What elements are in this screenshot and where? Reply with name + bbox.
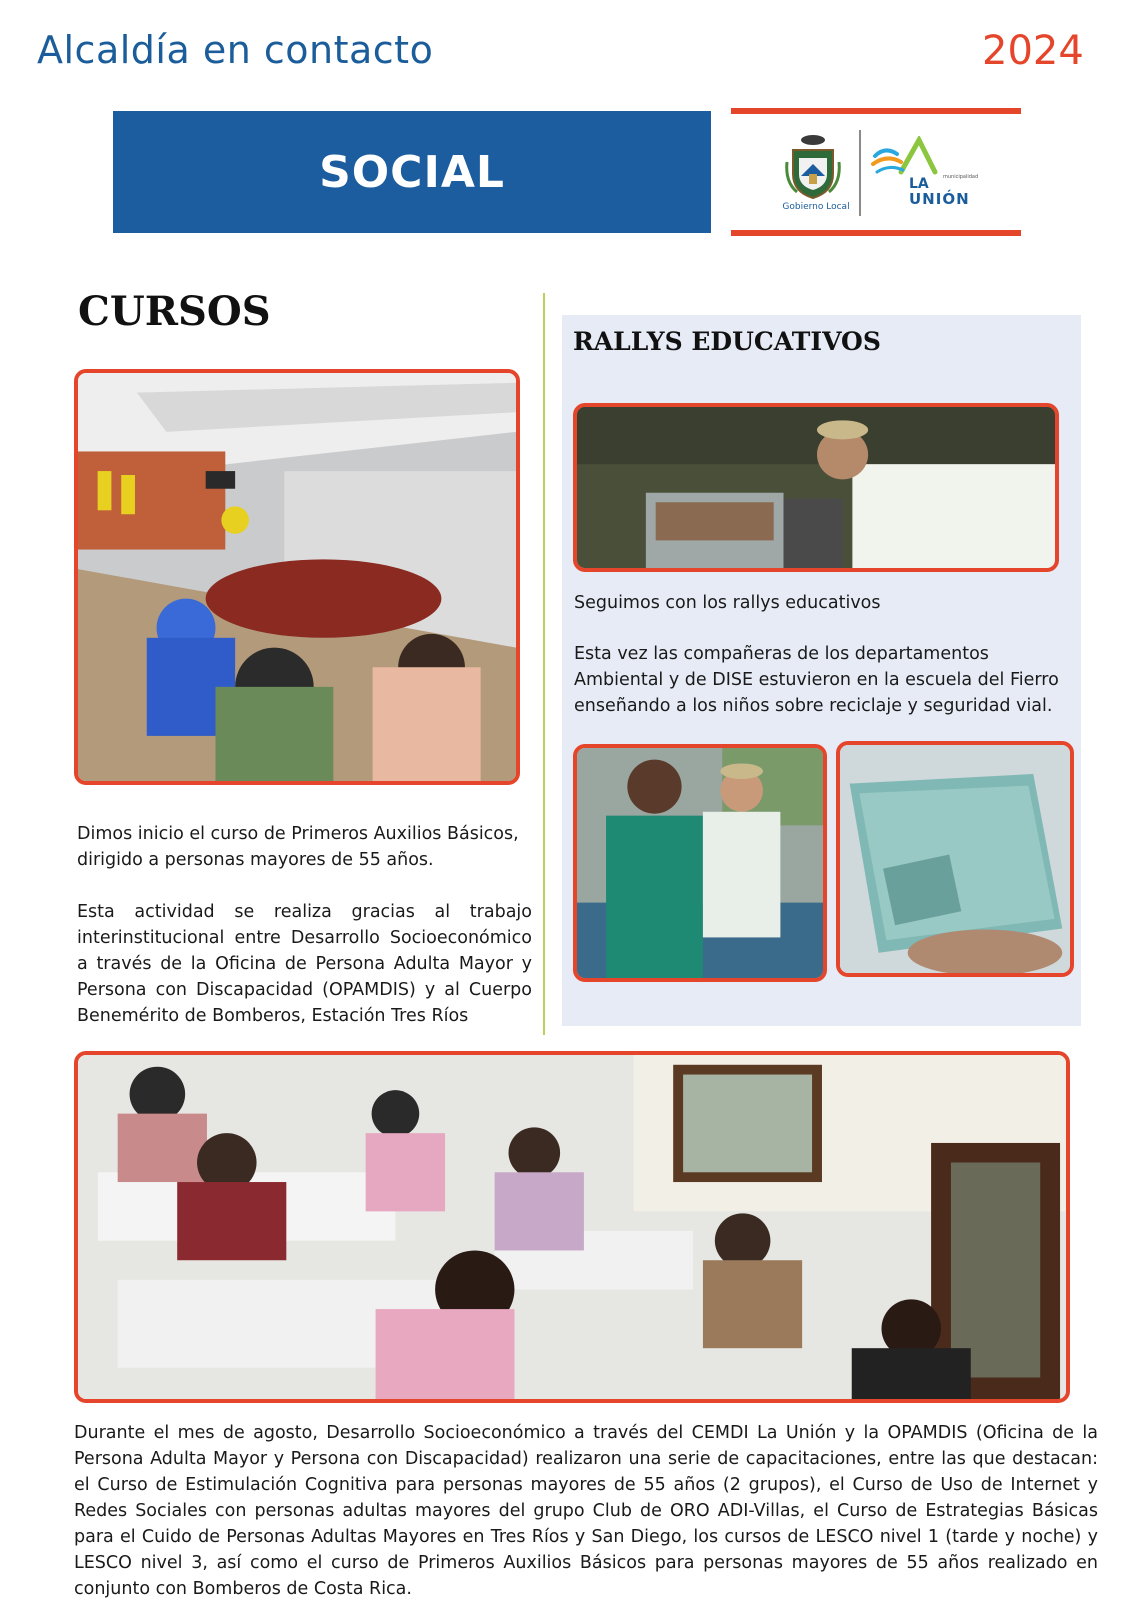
brand-name: UNIÓN [909, 190, 970, 208]
brand-sub: municipalidad [943, 174, 979, 180]
cursos-paragraph-1-text: Dimos inicio el curso de Primeros Auxilios Básicos, dirigido a personas mayores de 55 años. [77, 824, 519, 870]
crest-label: Gobierno Local [782, 202, 850, 212]
rallys-paragraph-2-text: Esta vez las compañeras de los departamentos Ambiental y de DISE estuvieron en la escuela del Fierro enseñando a los niños sobre reciclaje y seguridad vial. [574, 644, 1059, 716]
section-banner-label: SOCIAL [319, 146, 505, 198]
rallys-paragraph-2 [574, 641, 1074, 719]
rallys-heading: RALLYS EDUCATIVOS [573, 327, 881, 356]
logo-box [731, 108, 1021, 236]
section-banner [113, 111, 711, 233]
cursos-heading: CURSOS [78, 288, 271, 335]
publication-title: Alcaldía en contacto [37, 28, 434, 72]
rally-booklet-photo [836, 741, 1074, 977]
cursos-paragraph-2 [77, 899, 532, 1029]
bottom-paragraph [74, 1420, 1098, 1602]
column-divider [543, 293, 545, 1035]
rallys-paragraph-1-text: Seguimos con los rallys educativos [574, 593, 881, 613]
first-aid-course-photo [74, 369, 520, 785]
logo-divider [859, 130, 861, 216]
publication-year: 2024 [982, 28, 1084, 74]
rallys-paragraph-1 [574, 590, 1074, 616]
rally-recycling-photo [573, 403, 1059, 572]
training-classroom-photo [74, 1051, 1070, 1403]
brand-la: LA [909, 176, 929, 192]
cursos-paragraph-1 [77, 821, 532, 873]
cursos-paragraph-2-text: Esta actividad se realiza gracias al trabajo interinstitucional entre Desarrollo Socioeconómico a través de la Oficina de Persona Adulta Mayor y Persona con Discapacidad (OPAMDIS) y al Cuerpo Benemérito de Bomberos, Estación Tres Ríos [77, 902, 532, 1026]
bottom-paragraph-text: Durante el mes de agosto, Desarrollo Socioeconómico a través del CEMDI La Unión y la OPAMDIS (Oficina de la Persona Adulta Mayor y Persona con Discapacidad) realizaron una serie de capacitaciones, entre las que destacan: el Curso de Estimulación Cognitiva para personas mayores de 55 años (2 grupos), el Curso de Uso de Internet y Redes Sociales con personas adultas mayores del grupo Club de ORO ADI-Villas, el Curso de Estrategias Básicas para el Cuido de Personas Adultas Mayores en Tres Ríos y San Diego, los cursos de LESCO nivel 1 (tarde y noche) y LESCO nivel 3, así como el curso de Primeros Auxilios Básicos para personas mayores de 55 años realizado en conjunto con Bomberos de Costa Rica. [74, 1423, 1098, 1599]
coat-of-arms-icon [783, 132, 843, 202]
rally-staff-photo [573, 744, 827, 982]
